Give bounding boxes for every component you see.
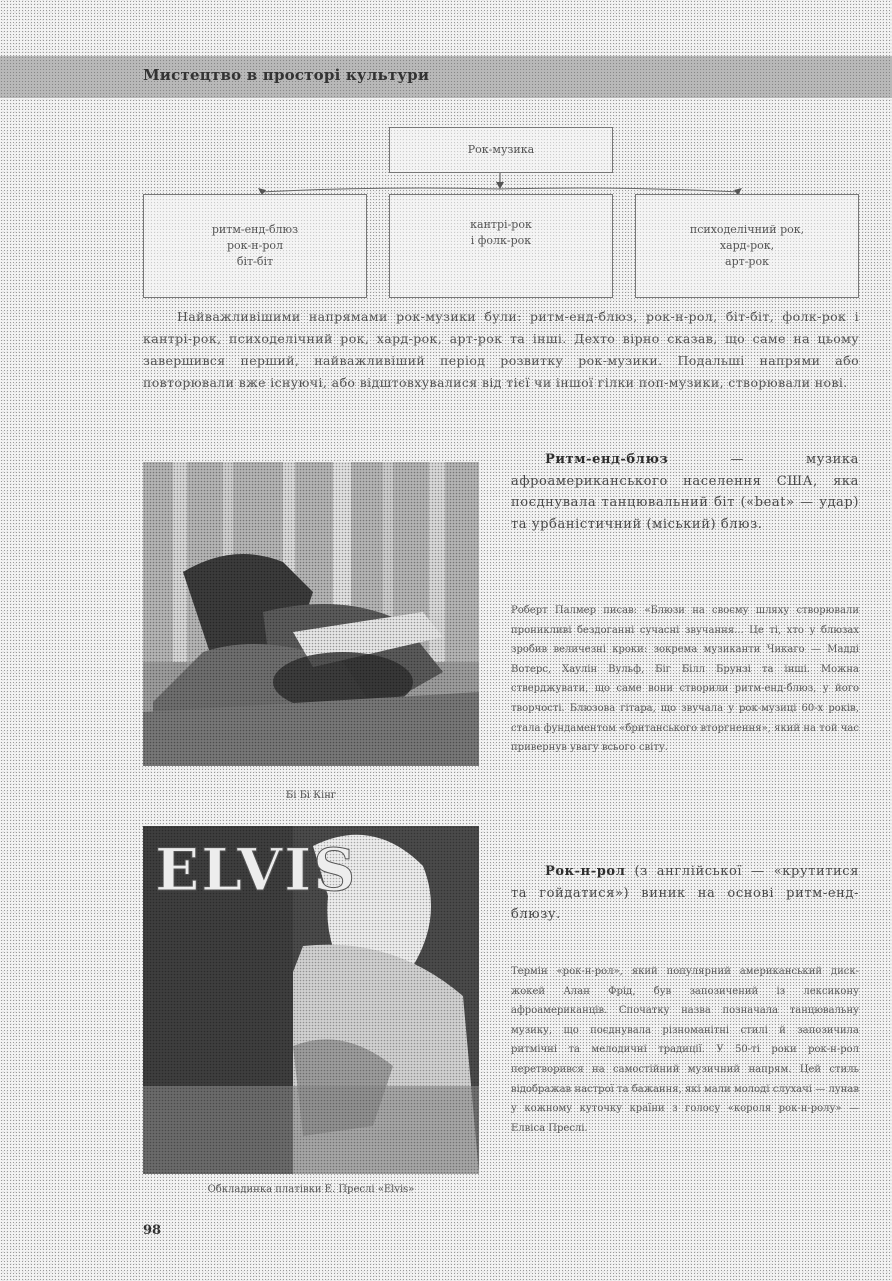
- intro-paragraph: [143, 306, 859, 394]
- diagram-branch-lines: [212, 222, 298, 270]
- elvis-cover-caption: Обкладинка платівки Е. Преслі «Elvis»: [207, 1184, 415, 1195]
- diagram-root-box: [389, 127, 613, 173]
- rocknroll-sidebar-text: Термін «рок-н-рол», який популярний американський диск-жокей Алан Фрід, був запозичений із лексикону афроамериканців. Спочатку назва позначала танцювальну музику, що поєднувала різноманітні стилі й запозичила ритмічні та мелодичні традиції. У 50-ті роки рок-н-рол перетворився на самостійний музичний напрям. Цей стиль відображав настрої та бажання, які мали молоді слухачі — лунав у кожному куточку країни з голосу «короля рок-н-ролу» — Елвіса Преслі.: [511, 966, 859, 1134]
- rnb-definition-text: — музика афроамериканського населення США, яка поєднувала танцювальний біт («beat» — удар) та урбаністичний (міський) блюз.: [511, 452, 859, 532]
- diagram-branch-item: рок-н-рол: [227, 239, 283, 252]
- diagram-branch-item: хард-рок,: [719, 239, 775, 252]
- diagram-branch-box: [635, 194, 859, 298]
- diagram-branch-item: кантрі-рок: [470, 218, 532, 231]
- rnb-term: Ритм-енд-блюз: [545, 452, 669, 467]
- diagram-branch-box: [389, 194, 613, 298]
- diagram-branch-item: ритм-енд-блюз: [211, 223, 299, 236]
- diagram-branch-box: [143, 194, 367, 298]
- rocknroll-term: Рок-н-рол: [545, 864, 626, 879]
- rocknroll-definition: [511, 861, 859, 926]
- intro-paragraph-text: Найважливішими напрямами рок-музики були: ритм-енд-блюз, рок-н-рол, біт-біт, фолк-рок і кантрі-рок, психоделічний рок, хард-рок, арт-рок та інші. Дехто вірно сказав, що саме на цьому завершився перший, найважливіший період розвитку рок-музики. Подальші напрями або повторювали вже існуючі, або відштовхувалися від тієї чи іншої гілки поп-музики, створювали нові.: [143, 309, 859, 390]
- diagram-branch-item: психоделічний рок,: [689, 223, 805, 236]
- rnb-definition: [511, 449, 859, 535]
- diagram-root-label: Рок-музика: [467, 143, 535, 156]
- bb-king-photo: [143, 462, 479, 766]
- elvis-cover-text: ELVIS: [155, 836, 358, 904]
- page-header-title: Мистецтво в просторі культури: [143, 66, 430, 84]
- diagram-branch-lines: [690, 222, 804, 270]
- diagram-branch-item: біт-біт: [236, 255, 274, 268]
- page-number: 98: [143, 1223, 162, 1238]
- bb-king-caption: Бі Бі Кінг: [285, 790, 337, 801]
- bb-king-photo-image: [143, 462, 479, 766]
- diagram-branch-item: арт-рок: [725, 255, 769, 268]
- header-band: [0, 56, 892, 98]
- rocknroll-definition-text: (з англійської — «крутитися та гойдатися») виник на основі ритм-енд-блюзу.: [511, 864, 859, 922]
- diagram-branch-lines: [470, 217, 532, 249]
- diagram-branch-item: і фолк-рок: [470, 234, 532, 247]
- rnb-sidebar-text: Роберт Палмер писав: «Блюзи на своєму шляху створювали проникливі бездоганні сучасні звучання... Це ті, хто у блюзах зробив величезні кроки: зокрема музиканти Чикаго — Мадді Вотерс, Хаулін Вульф, Біг Білл Брунзі та інші. Можна стверджувати, що саме вони створили ритм-енд-блюз, у його творчості. Блюзова гітара, що звучала у рок-музиці 60-х років, стала фундаментом «британського вторгнення», який на той час привернув увагу всього світу.: [511, 605, 859, 754]
- elvis-cover-photo: [143, 826, 479, 1174]
